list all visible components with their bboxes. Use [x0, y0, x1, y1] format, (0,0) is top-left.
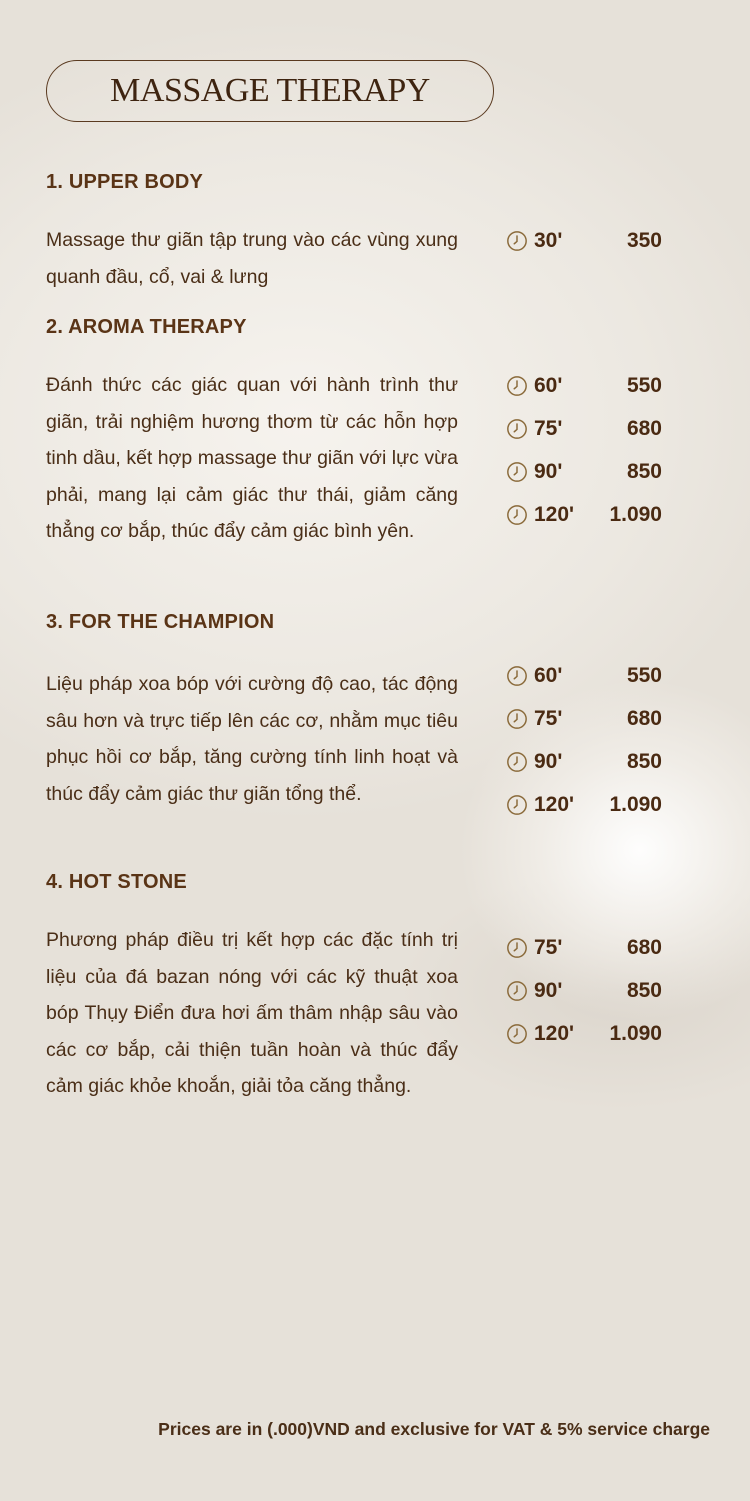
duration-label: 90' [534, 459, 563, 483]
price-value: 850 [626, 749, 662, 773]
price-value: 1.090 [609, 502, 662, 526]
duration-label: 90' [534, 978, 563, 1002]
price-row [506, 740, 666, 783]
section-description-aroma-therapy: Đánh thức các giác quan với hành trình thư giãn, trải nghiệm hương thơm từ các hỗn hợp tinh dầu, kết hợp massage thư giãn với lực vừa phải, mang lại cảm giác thư thái, giảm căng thẳng cơ bắp, thúc đẩy cảm giác bình yên. [46, 374, 458, 542]
price-row [506, 1012, 666, 1055]
section-heading-aroma-therapy: 2. AROMA THERAPY [46, 316, 247, 338]
clock-icon [506, 504, 528, 526]
duration-label: 75' [534, 935, 563, 959]
duration-label: 30' [534, 228, 563, 252]
duration-label: 90' [534, 749, 563, 773]
price-list-hot-stone [506, 926, 666, 1055]
price-list-aroma-therapy [506, 364, 666, 536]
section-heading-upper-body: 1. UPPER BODY [46, 171, 204, 193]
price-value: 1.090 [609, 1021, 662, 1045]
clock-icon [506, 418, 528, 440]
price-row [506, 926, 666, 969]
price-value: 850 [626, 978, 662, 1002]
price-value: 680 [626, 706, 662, 730]
section-heading-for-the-champion: 3. FOR THE CHAMPION [46, 611, 275, 633]
price-row [506, 493, 666, 536]
price-list-upper-body [506, 219, 666, 262]
duration-label: 120' [534, 502, 575, 526]
clock-icon [506, 1023, 528, 1045]
price-row [506, 407, 666, 450]
price-row [506, 697, 666, 740]
clock-icon [506, 461, 528, 483]
duration-label: 120' [534, 792, 575, 816]
page-title-frame [46, 60, 494, 122]
clock-icon [506, 751, 528, 773]
duration-label: 75' [534, 416, 563, 440]
page-title: MASSAGE THERAPY [110, 72, 430, 109]
clock-icon [506, 230, 528, 252]
duration-label: 60' [534, 373, 563, 397]
duration-label: 75' [534, 706, 563, 730]
duration-label: 120' [534, 1021, 575, 1045]
price-row [506, 654, 666, 697]
section-description-hot-stone: Phương pháp điều trị kết hợp các đặc tính trị liệu của đá bazan nóng với các kỹ thuật xoa bóp Thụy Điển đưa hơi ấm thâm nhập sâu vào các cơ bắp, cải thiện tuần hoàn và thúc đẩy cảm giác khỏe khoắn, giải tỏa căng thẳng. [46, 929, 458, 1097]
price-value: 680 [626, 935, 662, 959]
section-description-for-the-champion: Liệu pháp xoa bóp với cường độ cao, tác động sâu hơn và trực tiếp lên các cơ, nhằm mục tiêu phục hồi cơ bắp, tăng cường tính linh hoạt và thúc đẩy cảm giác thư giãn tổng thể. [46, 673, 458, 805]
clock-icon [506, 708, 528, 730]
price-list-for-the-champion [506, 654, 666, 826]
price-value: 550 [626, 663, 662, 687]
section-description-upper-body: Massage thư giãn tập trung vào các vùng xung quanh đầu, cổ, vai & lưng [46, 229, 458, 288]
clock-icon [506, 937, 528, 959]
footer-note: Prices are in (.000)VND and exclusive for VAT & 5% service charge [158, 1419, 710, 1439]
clock-icon [506, 375, 528, 397]
clock-icon [506, 980, 528, 1002]
duration-label: 60' [534, 663, 563, 687]
price-row [506, 783, 666, 826]
price-row [506, 364, 666, 407]
price-value: 350 [626, 228, 662, 252]
price-value: 850 [626, 459, 662, 483]
price-row [506, 969, 666, 1012]
clock-icon [506, 665, 528, 687]
price-value: 550 [626, 373, 662, 397]
price-value: 1.090 [609, 792, 662, 816]
price-value: 680 [626, 416, 662, 440]
section-heading-hot-stone: 4. HOT STONE [46, 871, 187, 893]
price-row [506, 219, 666, 262]
clock-icon [506, 794, 528, 816]
price-row [506, 450, 666, 493]
